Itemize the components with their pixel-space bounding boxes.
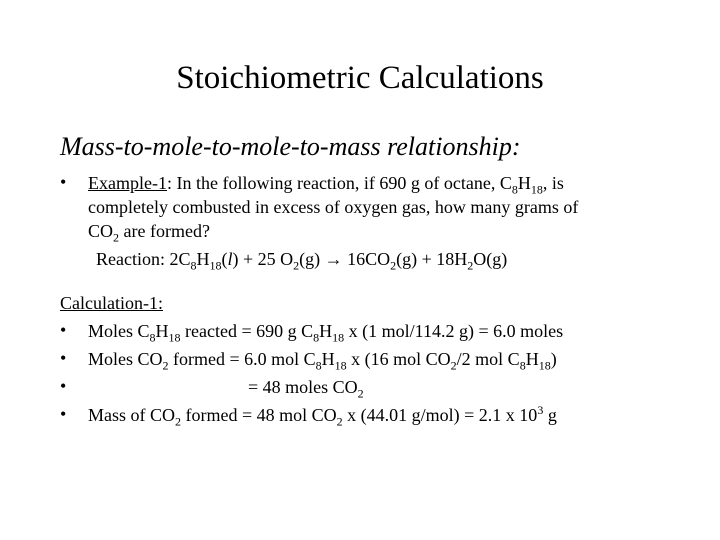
slide-title: Stoichiometric Calculations bbox=[176, 60, 544, 96]
bullet-calc-4: • bbox=[60, 404, 67, 424]
calculation-heading: Calculation-1: bbox=[60, 293, 163, 313]
example-line-2: completely combusted in excess of oxygen gas, how many grams of bbox=[88, 197, 579, 217]
calc-line-3: = 48 moles $CO_2$ bbox=[248, 377, 364, 401]
calc-line-2: Moles $CO_2$ formed = 6.0 mol $C_8H_{18}$ x (16 mol $CO_2/2$ mol $C_8H_{18}$) bbox=[88, 349, 557, 373]
calc-line-1: Moles $C_8H_{18}$ reacted = 690 g $C_8H_{18}$ x (1 mol/114.2 g) = 6.0 moles bbox=[88, 321, 564, 345]
example-line-1: Example-1: In the following reaction, if 690 g of octane, $C_8H_{18}$, is bbox=[88, 173, 564, 197]
bullet-calc-1: • bbox=[60, 320, 67, 340]
calc-line-4: Mass of $CO_2$ formed = 48 mol $CO_2$ x (44.01 g/mol) = 2.1 x $10^3$ g bbox=[88, 403, 557, 429]
bullet-calc-2: • bbox=[60, 348, 67, 368]
reaction-equation: Reaction: $2C_8H_{18}(l) + 25$ $O_2(g) \to 16CO_2(g) + 18H_2O(g)$ bbox=[96, 249, 508, 273]
slide-subtitle: Mass-to-mole-to-mole-to-mass relationship: bbox=[60, 132, 521, 161]
example-label: Example-1 bbox=[88, 173, 167, 193]
bullet-calc-3: • bbox=[60, 376, 67, 396]
example-line-3: $CO_2$ are formed? bbox=[88, 221, 210, 245]
bullet-example: • bbox=[60, 172, 67, 192]
